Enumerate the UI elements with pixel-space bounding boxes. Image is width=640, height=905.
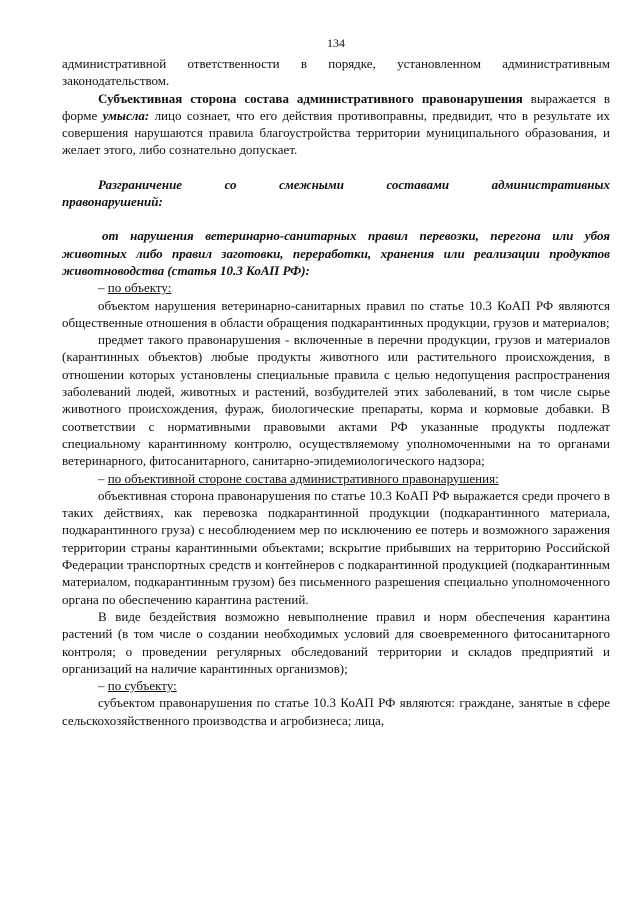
subjective-side-term: Субъективная сторона состава административного правонарушения [98,90,523,106]
subject-matter-paragraph: предмет такого правонарушения - включенные в перечни продукции, грузов и материалов (карантинных объектов) любые продукты животного или растительного происхождения, в отношении которых установлены специальные правила с целью недопущения распространения заболеваний людей, животных и растений, возбудителей этих заболеваний, в том числе сырье животного происхождения, фураж, биологические препараты, корма и кормовые добавки. В соответствии с нормативными правовыми актами РФ указанные продукты подлежат специальному карантинному контролю, осуществляемому уполномоченными на то органами ветеринарного, фитосанитарного, санитарно-эпидемиологического надзора; [62,332,610,469]
document-page [62,36,610,729]
intent-term: умысла: [102,107,150,123]
spacer [62,159,610,176]
by-objective-side-text: по объективной стороне состава административного правонарушения: [107,470,499,486]
heading-word: составами [386,176,450,192]
page-number: 134 [327,36,345,50]
subjective-side-rest: лицо сознает, что его действия противоправны, предвидит, что в результате их совершения нарушаются правила благоустройства территории муниципального образования, и желает этого, либо сознательно допускает. [62,107,611,158]
heading-word: смежными [279,176,344,192]
subject-paragraph: субъектом правонарушения по статье 10.3 КоАП РФ являются: граждане, занятые в сфере сельскохозяйственного производства и агробизнеса; лица, [62,695,610,728]
by-object-text: по объекту: [107,280,172,296]
section-heading-line2: правонарушений: [62,194,163,210]
inaction-paragraph: В виде бездействия возможно невыполнение правил и норм обеспечения карантина растений (в том числе о создании необходимых условий для своевременного фитосанитарного контроля; о проведении регулярных обследований территории и складов предприятий и организаций на наличие карантинных организмов); [62,608,610,676]
paragraph-liability-ending: административной ответственности в порядке, установленном административным законодательством. [62,56,610,89]
heading-word: административных [491,176,610,192]
violation-title: от нарушения ветеринарно-санитарных правил перевозки, перегона или убоя животных либо правил заготовки, переработки, хранения или реализации продуктов животноводства (статья 10.3 КоАП РФ): [62,228,610,278]
by-objective-side-label: – по объективной стороне состава административного правонарушения: [98,470,499,486]
section-heading-line1 [62,176,610,193]
heading-word: со [224,176,237,192]
heading-word: Разграничение [98,176,183,192]
object-paragraph: объектом нарушения ветеринарно-санитарных правил по статье 10.3 КоАП РФ являются общественные отношения в области обращения подкарантинных продукции, грузов и материалов; [62,297,610,330]
subjective-side-mid: выражается в форме [62,90,610,123]
by-subject-text: по субъекту: [107,678,177,694]
by-object-label: – по объекту: [98,280,172,296]
paragraph-subjective-side [62,90,610,159]
spacer [62,210,610,227]
objective-side-paragraph: объективная сторона правонарушения по статье 10.3 КоАП РФ выражается среди прочего в таких действиях, как перевозка подкарантинной продукции (подкарантинного материала, подкарантинного груза) с несоблюдением мер по исключению ее потерь и возможного заражения территории страны карантинными объектами; вскрытие прибывших на территорию Российской Федерации транспортных средств и контейнеров с подкарантинной продукцией (подкарантинным материалом, подкарантинным грузом) без письменного разрешения специально уполномоченного органа по обеспечению карантина растений. [62,487,610,607]
by-subject-label: – по субъекту: [98,678,177,694]
